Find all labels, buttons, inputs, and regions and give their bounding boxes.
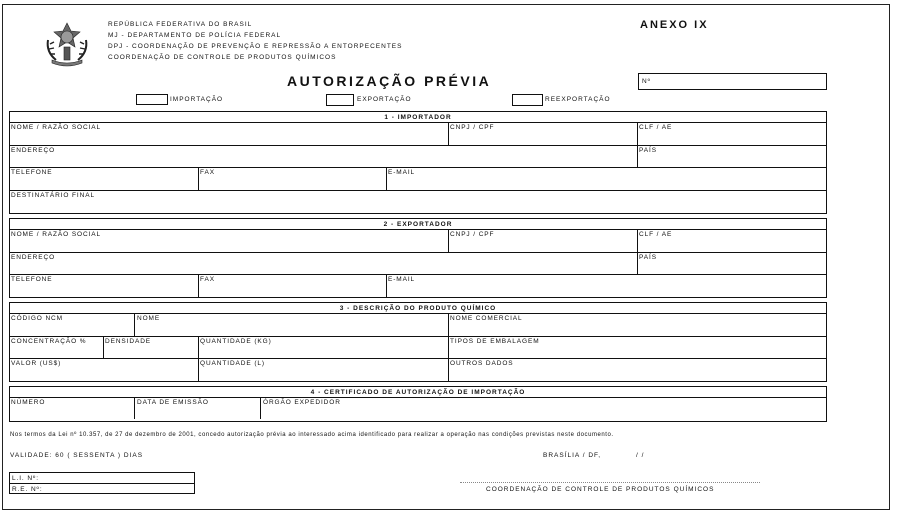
number-field[interactable] — [638, 73, 827, 90]
import-label: IMPORTAÇÃO — [170, 96, 224, 103]
ncm-code-field[interactable]: CÓDIGO NCM — [11, 315, 63, 322]
signature-label: COORDENAÇÃO DE CONTROLE DE PRODUTOS QUÍMICOS — [486, 486, 715, 493]
export-label: EXPORTAÇÃO — [357, 96, 412, 103]
validity-text: VALIDADE: 60 ( SESSENTA ) DIAS — [10, 452, 144, 459]
certificate-section-title: 4 - CERTIFICADO DE AUTORIZAÇÃO DE IMPORTAÇÃO — [310, 389, 526, 396]
exporter-cnpj-field[interactable]: CNPJ / CPF — [450, 231, 495, 238]
issue-date-field[interactable]: DATA DE EMISSÃO — [137, 399, 209, 406]
date-separator: / / — [636, 452, 645, 459]
packaging-types-field[interactable]: TIPOS DE EMBALAGEM — [450, 338, 540, 345]
certificate-section — [9, 386, 827, 422]
reexport-checkbox[interactable] — [512, 94, 543, 106]
importer-country-field[interactable]: PAÍS — [639, 147, 657, 154]
exporter-country-field[interactable]: PAÍS — [639, 254, 657, 261]
concentration-field[interactable]: CONCENTRAÇÃO % — [11, 338, 87, 345]
license-box — [9, 472, 195, 494]
importer-address-field[interactable]: ENDEREÇO — [11, 147, 56, 154]
exporter-section — [9, 218, 827, 298]
value-usd-field[interactable]: VALOR (US$) — [11, 360, 62, 367]
exporter-email-field[interactable]: E-MAIL — [388, 276, 416, 283]
header-line-dpj: DPJ - COORDENAÇÃO DE PREVENÇÃO E REPRESSÃO A ENTORPECENTES — [108, 43, 403, 50]
certificate-number-field[interactable]: NÚMERO — [11, 399, 46, 406]
law-statement: Nos termos da Lei nº 10.357, de 27 de dezembro de 2001, concedo autorização prévia ao interessado acima identificado para realizar a operação nas condições previstas neste documento. — [10, 432, 614, 438]
exporter-name-field[interactable]: NOME / RAZÃO SOCIAL — [11, 231, 102, 238]
re-number-field[interactable]: R.E. Nº: — [12, 486, 43, 493]
header-line-republic: REPÚBLICA FEDERATIVA DO BRASIL — [108, 21, 253, 28]
importer-name-field[interactable]: NOME / RAZÃO SOCIAL — [11, 124, 102, 131]
importer-cnpj-field[interactable]: CNPJ / CPF — [450, 124, 495, 131]
product-section — [9, 302, 827, 382]
import-checkbox[interactable] — [136, 94, 168, 105]
importer-phone-field[interactable]: TELEFONE — [11, 169, 53, 176]
importer-section-title: 1 - IMPORTADOR — [384, 114, 452, 121]
coat-of-arms-icon — [42, 20, 92, 68]
exporter-section-title: 2 - EXPORTADOR — [383, 221, 453, 228]
page-title: AUTORIZAÇÃO PRÉVIA — [287, 73, 492, 89]
exporter-fax-field[interactable]: FAX — [200, 276, 215, 283]
export-checkbox[interactable] — [326, 94, 354, 106]
header-line-coordination: COORDENAÇÃO DE CONTROLE DE PRODUTOS QUÍMICOS — [108, 54, 337, 61]
li-number-field[interactable]: L.I. Nº: — [12, 475, 39, 482]
annex-label: ANEXO IX — [640, 19, 709, 31]
importer-email-field[interactable]: E-MAIL — [388, 169, 416, 176]
signature-line — [460, 482, 760, 483]
city-label: BRASÍLIA / DF, — [543, 452, 602, 459]
quantity-kg-field[interactable]: QUANTIDADE (KG) — [200, 338, 272, 345]
issuing-agency-field[interactable]: ÓRGÃO EXPEDIDOR — [263, 399, 341, 406]
exporter-address-field[interactable]: ENDEREÇO — [11, 254, 56, 261]
quantity-l-field[interactable]: QUANTIDADE (L) — [200, 360, 265, 367]
importer-section — [9, 111, 827, 214]
reexport-label: REEXPORTAÇÃO — [545, 96, 611, 103]
commercial-name-field[interactable]: NOME COMERCIAL — [450, 315, 523, 322]
importer-final-recipient-field[interactable]: DESTINATÁRIO FINAL — [11, 192, 95, 199]
product-name-field[interactable]: NOME — [137, 315, 161, 322]
exporter-phone-field[interactable]: TELEFONE — [11, 276, 53, 283]
exporter-clf-field[interactable]: CLF / AE — [639, 231, 673, 238]
density-field[interactable]: DENSIDADE — [105, 338, 152, 345]
product-section-title: 3 - DESCRIÇÃO DO PRODUTO QUÍMICO — [339, 305, 497, 312]
other-data-field[interactable]: OUTROS DADOS — [450, 360, 514, 367]
importer-fax-field[interactable]: FAX — [200, 169, 215, 176]
number-label: Nº — [642, 78, 651, 85]
header-line-department: MJ - DEPARTAMENTO DE POLÍCIA FEDERAL — [108, 32, 282, 39]
importer-clf-field[interactable]: CLF / AE — [639, 124, 673, 131]
